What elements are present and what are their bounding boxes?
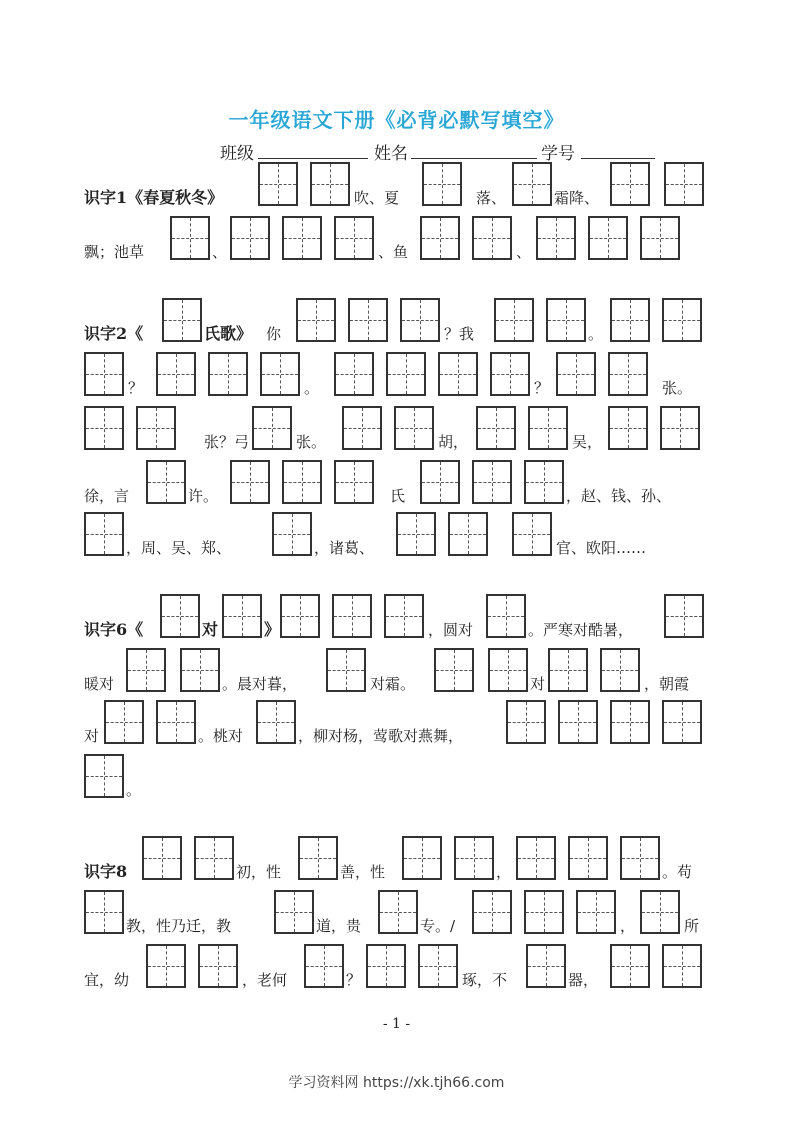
char-box[interactable] bbox=[486, 594, 526, 638]
s2-text: ？我 bbox=[444, 325, 475, 343]
s6-row-1 bbox=[84, 594, 724, 642]
s2-text: ，赵、钱、孙、 bbox=[566, 487, 672, 505]
s2-text: 张。 bbox=[296, 433, 327, 451]
s2-row-4 bbox=[84, 460, 724, 508]
char-box[interactable] bbox=[472, 216, 512, 260]
char-box[interactable] bbox=[332, 594, 372, 638]
char-box[interactable] bbox=[494, 298, 534, 342]
char-box[interactable] bbox=[342, 406, 382, 450]
char-box[interactable] bbox=[528, 406, 568, 450]
char-box[interactable] bbox=[194, 836, 234, 880]
s1-text: 落、 bbox=[476, 189, 507, 207]
char-box[interactable] bbox=[230, 216, 270, 260]
char-box[interactable] bbox=[476, 406, 516, 450]
char-box[interactable] bbox=[396, 512, 436, 556]
char-box[interactable] bbox=[488, 648, 528, 692]
char-box[interactable] bbox=[334, 352, 374, 396]
char-box[interactable] bbox=[280, 594, 320, 638]
char-box[interactable] bbox=[222, 594, 262, 638]
s1-row-2 bbox=[84, 216, 724, 264]
s8-row-2 bbox=[84, 890, 724, 938]
char-box[interactable] bbox=[512, 512, 552, 556]
s2-label: 识字2《 bbox=[84, 324, 144, 343]
s1-text: 吹、夏 bbox=[354, 189, 400, 207]
s2-text: ，周、吴、郑、 bbox=[126, 539, 232, 557]
char-box[interactable] bbox=[640, 890, 680, 934]
char-box[interactable] bbox=[516, 836, 556, 880]
char-box[interactable] bbox=[378, 890, 418, 934]
char-box[interactable] bbox=[662, 298, 702, 342]
char-box[interactable] bbox=[256, 700, 296, 744]
char-box[interactable] bbox=[454, 836, 494, 880]
s2-text: ，诸葛、 bbox=[314, 539, 375, 557]
char-box[interactable] bbox=[84, 512, 124, 556]
char-box[interactable] bbox=[472, 460, 512, 504]
char-box[interactable] bbox=[126, 648, 166, 692]
s2-text: 官、欧阳…… bbox=[556, 539, 647, 557]
char-box[interactable] bbox=[664, 162, 704, 206]
char-box[interactable] bbox=[512, 162, 552, 206]
s2-text: 。 bbox=[304, 379, 320, 397]
char-box[interactable] bbox=[146, 944, 186, 988]
char-box[interactable] bbox=[304, 944, 344, 988]
s6-text: ，朝霞 bbox=[644, 675, 690, 693]
s2-text: 氏 bbox=[390, 487, 406, 505]
s2-text: 张。 bbox=[662, 379, 693, 397]
footer-watermark: 学习资料网 https://xk.tjh66.com bbox=[288, 1075, 505, 1091]
char-box[interactable] bbox=[402, 836, 442, 880]
char-box[interactable] bbox=[526, 944, 566, 988]
s8-text: 器， bbox=[568, 971, 599, 989]
s1-text: 、鱼 bbox=[378, 243, 409, 261]
char-box[interactable] bbox=[524, 460, 564, 504]
s6-text: 暖对 bbox=[84, 675, 115, 693]
s1-text: 飘；池草 bbox=[84, 243, 145, 261]
char-box[interactable] bbox=[490, 352, 530, 396]
s6-text: 。严寒对酷暑， bbox=[528, 621, 634, 639]
char-box[interactable] bbox=[610, 298, 650, 342]
char-box[interactable] bbox=[662, 700, 702, 744]
s6-label: 》 bbox=[264, 620, 281, 639]
char-box[interactable] bbox=[296, 298, 336, 342]
char-box[interactable] bbox=[260, 352, 300, 396]
s6-label: 识字6《 bbox=[84, 620, 144, 639]
s6-text: 。桃对 bbox=[198, 727, 244, 745]
s8-row-3 bbox=[84, 944, 724, 992]
s1-label: 识字1《春夏秋冬》 bbox=[84, 188, 224, 207]
s6-text: 对 bbox=[530, 675, 546, 693]
char-box[interactable] bbox=[558, 700, 598, 744]
s6-text: 对 bbox=[84, 727, 100, 745]
class-field[interactable] bbox=[258, 158, 368, 159]
s8-text: 教，性乃迁，教 bbox=[126, 917, 232, 935]
s2-text: 吴， bbox=[572, 433, 603, 451]
char-box[interactable] bbox=[258, 162, 298, 206]
s8-text: ，老何 bbox=[242, 971, 288, 989]
name-field[interactable] bbox=[411, 158, 537, 159]
char-box[interactable] bbox=[664, 594, 704, 638]
s1-text: 、 bbox=[516, 243, 532, 261]
char-box[interactable] bbox=[334, 216, 374, 260]
s8-text: 初，性 bbox=[236, 863, 282, 881]
char-box[interactable] bbox=[660, 406, 700, 450]
char-box[interactable] bbox=[180, 648, 220, 692]
s2-text: 张？弓 bbox=[204, 433, 250, 451]
s6-text: 。 bbox=[126, 781, 142, 799]
char-box[interactable] bbox=[420, 216, 460, 260]
char-box[interactable] bbox=[546, 298, 586, 342]
s2-row-5 bbox=[84, 512, 724, 560]
char-box[interactable] bbox=[160, 594, 200, 638]
char-box[interactable] bbox=[104, 700, 144, 744]
s8-row-1 bbox=[84, 836, 724, 884]
s1-text: 霜降、 bbox=[554, 189, 600, 207]
char-box[interactable] bbox=[524, 890, 564, 934]
char-box[interactable] bbox=[348, 298, 388, 342]
s8-text: ？ bbox=[346, 971, 362, 989]
char-box[interactable] bbox=[600, 648, 640, 692]
char-box[interactable] bbox=[384, 594, 424, 638]
s2-text: 徐，言 bbox=[84, 487, 130, 505]
char-box[interactable] bbox=[506, 700, 546, 744]
s2-text: 胡， bbox=[438, 433, 469, 451]
char-box[interactable] bbox=[198, 944, 238, 988]
s8-label: 识字8 bbox=[84, 862, 128, 881]
char-box[interactable] bbox=[640, 216, 680, 260]
char-box[interactable] bbox=[84, 890, 124, 934]
s2-text: 你 bbox=[266, 325, 282, 343]
s6-text: ，柳对杨，莺歌对燕舞， bbox=[298, 727, 464, 745]
char-box[interactable] bbox=[548, 648, 588, 692]
s8-text: ， bbox=[496, 863, 512, 881]
char-box[interactable] bbox=[608, 352, 648, 396]
char-box[interactable] bbox=[620, 836, 660, 880]
s6-row-3 bbox=[84, 700, 724, 748]
id-field[interactable] bbox=[581, 158, 655, 159]
char-box[interactable] bbox=[326, 648, 366, 692]
s8-text: ， bbox=[620, 917, 636, 935]
s6-text: 对霜。 bbox=[370, 675, 416, 693]
s6-text: 。晨对暮， bbox=[222, 675, 298, 693]
char-box[interactable] bbox=[366, 944, 406, 988]
char-box[interactable] bbox=[400, 298, 440, 342]
char-box[interactable] bbox=[298, 836, 338, 880]
s6-label: 对 bbox=[202, 620, 219, 639]
s2-text: 许。 bbox=[188, 487, 219, 505]
char-box[interactable] bbox=[610, 944, 650, 988]
s8-text: 宜，幼 bbox=[84, 971, 130, 989]
char-box[interactable] bbox=[448, 512, 488, 556]
char-box[interactable] bbox=[434, 648, 474, 692]
char-box[interactable] bbox=[588, 216, 628, 260]
char-box[interactable] bbox=[156, 352, 196, 396]
page-number: - 1 - bbox=[382, 1016, 411, 1032]
char-box[interactable] bbox=[84, 754, 124, 798]
s2-label: 氏歌》 bbox=[204, 324, 253, 343]
s2-row-2 bbox=[84, 352, 724, 400]
char-box[interactable] bbox=[84, 406, 124, 450]
s6-row-4 bbox=[84, 754, 724, 802]
class-label: 班级 bbox=[220, 144, 254, 164]
char-box[interactable] bbox=[310, 162, 350, 206]
char-box[interactable] bbox=[274, 890, 314, 934]
char-box[interactable] bbox=[208, 352, 248, 396]
char-box[interactable] bbox=[394, 406, 434, 450]
char-box[interactable] bbox=[230, 460, 270, 504]
id-label: 学号 bbox=[541, 144, 575, 164]
s2-row-3 bbox=[84, 406, 724, 454]
s6-row-2 bbox=[84, 648, 724, 696]
s8-text: 所 bbox=[684, 917, 700, 935]
char-box[interactable] bbox=[610, 700, 650, 744]
char-box[interactable] bbox=[472, 890, 512, 934]
s8-text: 琢，不 bbox=[462, 971, 508, 989]
name-label: 姓名 bbox=[374, 144, 408, 164]
char-box[interactable] bbox=[568, 836, 608, 880]
s2-text: ？ bbox=[534, 379, 550, 397]
char-box[interactable] bbox=[662, 944, 702, 988]
s1-row-1 bbox=[84, 162, 724, 210]
char-box[interactable] bbox=[84, 352, 124, 396]
s2-row-1 bbox=[84, 298, 724, 346]
char-box[interactable] bbox=[146, 460, 186, 504]
s2-text: ？ bbox=[128, 379, 144, 397]
char-box[interactable] bbox=[556, 352, 596, 396]
char-box[interactable] bbox=[252, 406, 292, 450]
char-box[interactable] bbox=[386, 352, 426, 396]
char-box[interactable] bbox=[162, 298, 202, 342]
s2-text: 。 bbox=[588, 325, 604, 343]
char-box[interactable] bbox=[282, 216, 322, 260]
s6-text: ，圆对 bbox=[428, 621, 474, 639]
s8-text: 道，贵 bbox=[316, 917, 362, 935]
s1-text: 、 bbox=[212, 243, 228, 261]
page-title: 一年级语文下册《必背必默写填空》 bbox=[228, 108, 565, 132]
char-box[interactable] bbox=[576, 890, 616, 934]
char-box[interactable] bbox=[282, 460, 322, 504]
char-box[interactable] bbox=[142, 836, 182, 880]
s8-text: 善，性 bbox=[340, 863, 386, 881]
char-box[interactable] bbox=[536, 216, 576, 260]
char-box[interactable] bbox=[438, 352, 478, 396]
s8-text: 。苟 bbox=[662, 863, 693, 881]
char-box[interactable] bbox=[136, 406, 176, 450]
char-box[interactable] bbox=[156, 700, 196, 744]
char-box[interactable] bbox=[418, 944, 458, 988]
char-box[interactable] bbox=[272, 512, 312, 556]
char-box[interactable] bbox=[422, 162, 462, 206]
char-box[interactable] bbox=[610, 162, 650, 206]
char-box[interactable] bbox=[608, 406, 648, 450]
char-box[interactable] bbox=[420, 460, 460, 504]
char-box[interactable] bbox=[170, 216, 210, 260]
s8-text: 专。/ bbox=[420, 917, 456, 935]
char-box[interactable] bbox=[334, 460, 374, 504]
